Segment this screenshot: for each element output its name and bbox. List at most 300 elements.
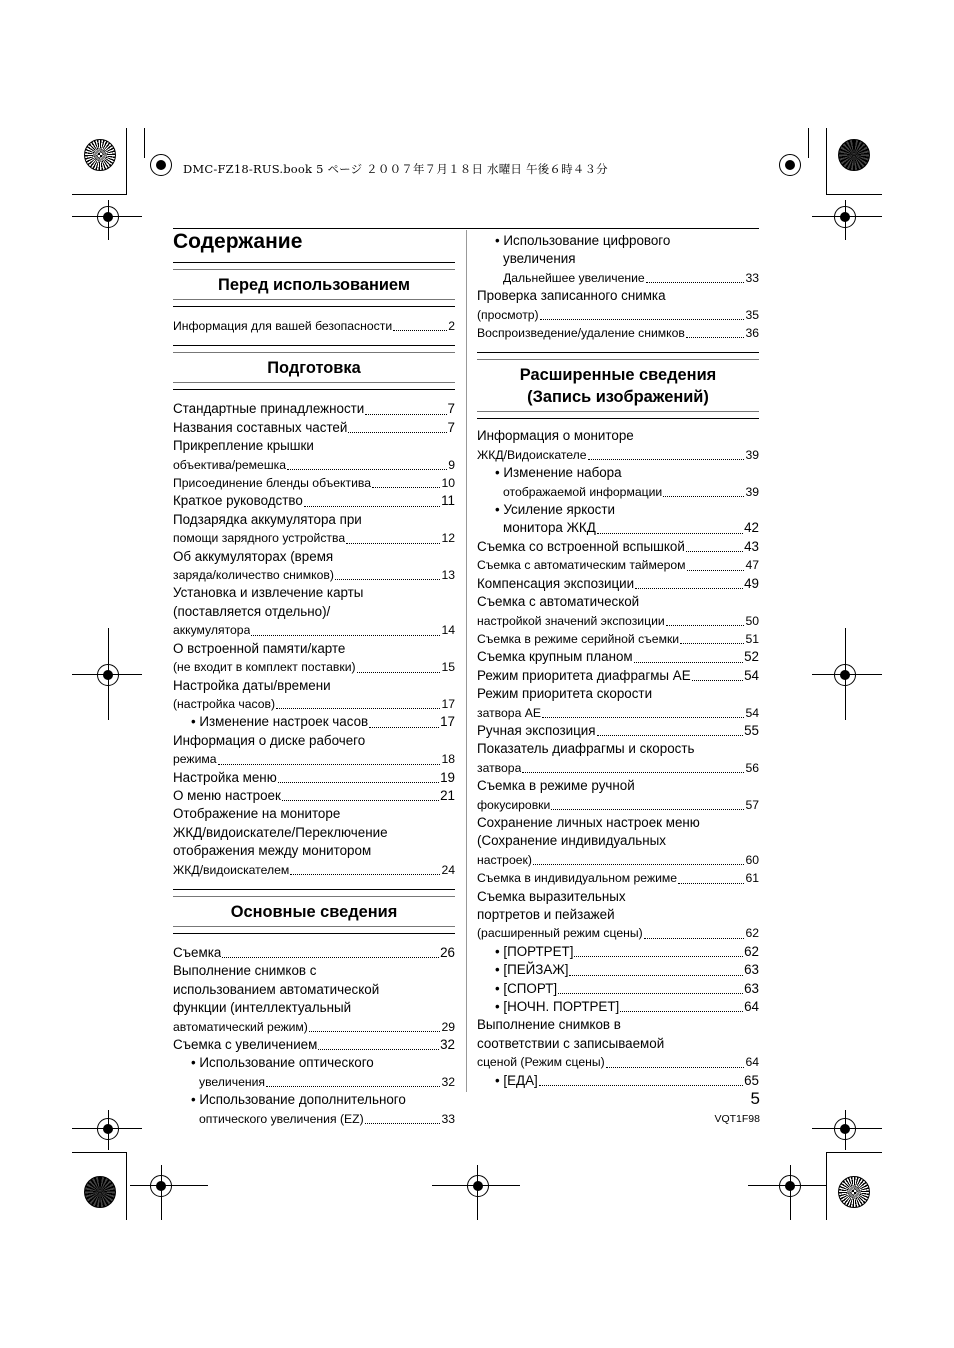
toc-leader-dots (282, 800, 439, 801)
toc-item-line: Сохранение личных настроек меню (477, 814, 700, 830)
toc-item-entry (477, 961, 759, 979)
toc-item-text: Съемка с автоматическим таймером (477, 558, 686, 573)
toc-item-line: Режим приоритета скорости (477, 686, 653, 702)
toc-item-entry (173, 713, 455, 731)
toc-page-number: 12 (441, 531, 455, 546)
toc-page-number: 55 (744, 722, 759, 738)
toc-leader-dots (348, 432, 446, 433)
toc-item-entry (173, 1073, 455, 1091)
toc-item-entry (477, 575, 759, 593)
toc-item-entry (477, 519, 759, 537)
section-heading (173, 262, 455, 307)
toc-item-line: Съемка выразительных (477, 888, 626, 904)
heading-rule-top (173, 262, 455, 270)
toc-item-text: Ручная экспозиция (477, 722, 596, 738)
toc-item-entry (477, 704, 759, 722)
toc-item-text: затвора (477, 760, 522, 775)
toc-item-line: Установка и извлечение карты (173, 585, 364, 601)
toc-item-text: помощи зарядного устройства (173, 531, 346, 546)
toc-item[interactable] (173, 1091, 455, 1128)
toc-item[interactable] (173, 640, 455, 677)
toc-leader-dots (692, 680, 743, 681)
toc-item-text: Съемка в индивидуальном режиме (477, 871, 678, 886)
toc-item-entry (477, 1072, 759, 1090)
toc-item[interactable] (477, 324, 759, 342)
toc-item[interactable] (173, 317, 455, 335)
toc-item-entry (173, 658, 455, 676)
toc-page-number: 50 (745, 613, 759, 628)
toc-item-text: отображаемой информации (503, 484, 663, 499)
toc-item-line: Выполнение снимков с (173, 963, 317, 979)
toc-item[interactable] (477, 943, 759, 961)
toc-page-number: 7 (447, 401, 455, 417)
toc-item[interactable] (173, 511, 455, 548)
toc-item[interactable] (173, 944, 455, 962)
toc-leader-dots (251, 635, 440, 636)
toc-item-line: • Использование оптического (173, 1054, 455, 1072)
section-heading-text (173, 897, 455, 926)
toc-item-text: Съемка в режиме серийной съемки (477, 631, 680, 646)
toc-item-entry (477, 324, 759, 342)
toc-item-text: Стандартные принадлежности (173, 401, 365, 417)
toc-item[interactable] (173, 1054, 455, 1091)
toc-item-entry (173, 695, 455, 713)
toc-page-number: 65 (744, 1072, 759, 1088)
toc-leader-dots (318, 1049, 439, 1050)
toc-item-entry (477, 924, 759, 942)
toc-item-line: О встроенной памяти/карте (173, 640, 346, 656)
toc-item-text: (не входит в комплект поставки) (173, 660, 356, 675)
toc-entries (477, 427, 759, 1090)
toc-leader-dots (646, 282, 745, 283)
toc-item-entry (477, 483, 759, 501)
toc-item-text: Съемка со встроенной вспышкой (477, 538, 685, 554)
toc-item-line: Съемка с автоматической (477, 594, 640, 610)
toc-leader-dots (678, 883, 744, 884)
toc-item-text: Съемка с увеличением (173, 1037, 318, 1052)
toc-item-line: Показатель диафрагмы и скорость (477, 741, 695, 757)
toc-item[interactable] (477, 556, 759, 574)
toc-leader-dots (588, 459, 745, 460)
toc-item-text: Краткое руководство (173, 493, 303, 509)
toc-page-number: 9 (448, 457, 455, 472)
toc-item-entry (477, 722, 759, 740)
toc-item-line: портретов и пейзажей (477, 907, 615, 922)
toc-item-entry (477, 556, 759, 574)
toc-leader-dots (551, 809, 744, 810)
toc-item[interactable] (173, 400, 455, 418)
column-divider (466, 230, 467, 1092)
toc-item-text: настройкой значений экспозиции (477, 613, 665, 628)
toc-item-line: • Использование цифрового (477, 232, 759, 250)
toc-item-line: • Использование дополнительного (173, 1091, 455, 1109)
toc-item-entry (173, 419, 455, 437)
document-code: VQT1F98 (714, 1113, 760, 1125)
page-title: Содержание (173, 230, 303, 253)
toc-leader-dots (278, 782, 439, 783)
toc-item[interactable] (477, 538, 759, 556)
toc-item-text: фокусировки (477, 797, 551, 812)
toc-item-entry (477, 667, 759, 685)
toc-item-text: затвора AE (477, 705, 541, 720)
toc-page-number: 62 (744, 943, 759, 959)
heading-rule-bottom (173, 926, 455, 934)
section-heading (173, 345, 455, 390)
toc-page-number: 61 (745, 871, 759, 886)
toc-item-entry (173, 1036, 455, 1054)
toc-leader-dots (365, 414, 446, 415)
toc-item-entry (173, 566, 455, 584)
toc-item-entry (477, 759, 759, 777)
toc-item-entry (173, 1018, 455, 1036)
toc-page-number: 43 (744, 538, 759, 554)
toc-leader-dots (686, 551, 743, 552)
section-heading-line: Расширенные сведения (519, 366, 717, 385)
toc-page-number: 54 (744, 667, 759, 683)
toc-page-number: 17 (441, 696, 455, 711)
toc-page-number: 24 (441, 862, 455, 877)
toc-page-number: 62 (745, 926, 759, 941)
toc-item[interactable] (173, 962, 455, 1036)
toc-item-line: Подзарядка аккумулятора при (173, 511, 362, 527)
section-heading-line: Основные сведения (230, 902, 398, 921)
toc-leader-dots (365, 1123, 441, 1124)
section-heading-text (173, 270, 455, 299)
toc-item-entry (173, 944, 455, 962)
toc-entries (477, 232, 759, 342)
toc-leader-dots (597, 735, 744, 736)
toc-item-text: (расширенный режим сцены) (477, 926, 643, 941)
toc-item-entry (477, 869, 759, 887)
toc-item-text: • [ПЕЙЗАЖ] (495, 962, 569, 978)
toc-item[interactable] (173, 677, 455, 714)
toc-leader-dots (634, 662, 743, 663)
toc-entries (173, 400, 455, 879)
toc-item-text: режима (173, 752, 217, 767)
heading-rule-bottom (173, 382, 455, 390)
toc-page-number: 29 (441, 1019, 455, 1034)
toc-item-entry (477, 998, 759, 1016)
toc-item-text: Воспроизведение/удаление снимков (477, 326, 685, 341)
toc-item-text: Названия составных частей (173, 419, 348, 435)
toc-page-number: 60 (745, 852, 759, 867)
toc-leader-dots (222, 957, 439, 958)
toc-item[interactable] (477, 814, 759, 869)
toc-item[interactable] (173, 492, 455, 510)
toc-item-text: Съемка (173, 944, 222, 960)
toc-item-text: • [НОЧН. ПОРТРЕТ] (495, 999, 620, 1015)
toc-page-number: 10 (441, 476, 455, 491)
toc-page-number: 51 (745, 631, 759, 646)
toc-leader-dots (644, 938, 745, 939)
toc-leader-dots (663, 496, 744, 497)
toc-item-line: Выполнение снимков в (477, 1017, 621, 1033)
toc-item-entry (477, 980, 759, 998)
toc-page-number: 32 (440, 1037, 455, 1052)
toc-item-line: Об аккумуляторах (время (173, 548, 334, 564)
toc-page-number: 49 (744, 575, 759, 591)
page-number: 5 (750, 1089, 760, 1108)
toc-item[interactable] (477, 980, 759, 998)
toc-item[interactable] (477, 740, 759, 777)
toc-item-entry (173, 474, 455, 492)
toc-page-number: 63 (744, 962, 759, 978)
toc-page-number: 19 (440, 769, 455, 785)
toc-page-number: 57 (745, 797, 759, 812)
toc-page-number: 64 (744, 999, 759, 1015)
toc-item-text: Компенсация экспозиции (477, 575, 635, 591)
toc-page-number: 18 (441, 752, 455, 767)
toc-item-entry (173, 529, 455, 547)
toc-item[interactable] (477, 1016, 759, 1071)
toc-item[interactable] (173, 1036, 455, 1054)
toc-leader-dots (369, 727, 439, 728)
toc-item-line: Настройка даты/времени (173, 677, 331, 693)
toc-item-text: О меню настроек (173, 787, 281, 803)
heading-rule-bottom (477, 411, 759, 419)
toc-leader-dots (357, 672, 441, 673)
toc-item[interactable] (477, 427, 759, 464)
section-heading-line: (Запись изображений) (527, 388, 709, 407)
toc-item-entry (173, 861, 455, 879)
toc-item-text: Информация для вашей безопасности (173, 319, 393, 333)
toc-item-entry (173, 750, 455, 768)
toc-leader-dots (335, 579, 441, 580)
toc-page-number: 2 (448, 319, 455, 333)
toc-item-text: (настройка часов) (173, 696, 276, 711)
toc-item-text: Присоединение бленды объектива (173, 476, 372, 491)
toc-page-number: 39 (745, 484, 759, 499)
toc-item-entry (477, 269, 759, 287)
toc-item-text: ЖКД/видоискателем (173, 862, 290, 877)
toc-page-number: 13 (441, 568, 455, 583)
toc-item-line: (поставляется отдельно)/ (173, 603, 331, 619)
toc-item[interactable] (173, 769, 455, 787)
toc-leader-dots (346, 543, 440, 544)
toc-item-line: функции (интеллектуальный (173, 1000, 352, 1016)
toc-item[interactable] (173, 787, 455, 805)
toc-item-text: Съемка крупным планом (477, 649, 633, 665)
toc-page-number: 56 (745, 760, 759, 775)
toc-leader-dots (290, 874, 440, 875)
toc-item[interactable] (477, 685, 759, 722)
toc-item-text: заряда/количество снимков) (173, 568, 334, 583)
toc-page-number: 21 (440, 787, 455, 803)
toc-item[interactable] (173, 732, 455, 769)
section-heading-line: Перед использованием (218, 276, 410, 294)
toc-item[interactable] (477, 575, 759, 593)
toc-item-line: • Усиление яркости (477, 501, 759, 519)
toc-leader-dots (372, 487, 440, 488)
toc-item[interactable] (477, 667, 759, 685)
toc-leader-dots (309, 1031, 441, 1032)
toc-item-entry (173, 317, 455, 335)
toc-leader-dots (569, 975, 743, 976)
toc-page-number: 36 (745, 326, 759, 341)
toc-page-number: 32 (441, 1074, 455, 1089)
toc-page-number: 26 (440, 944, 455, 960)
toc-item[interactable] (477, 232, 759, 287)
toc-leader-dots (597, 533, 743, 534)
toc-item[interactable] (477, 464, 759, 501)
toc-page-number: 35 (745, 307, 759, 322)
toc-leader-dots (606, 1067, 745, 1068)
toc-item-text: (просмотр) (477, 307, 539, 322)
toc-item[interactable] (477, 722, 759, 740)
toc-page-number: 14 (441, 623, 455, 638)
heading-rule-top (477, 352, 759, 360)
toc-item-text: • Изменение настроек часов (191, 714, 369, 730)
title-rule (173, 228, 759, 229)
toc-item[interactable] (477, 287, 759, 324)
toc-item[interactable] (173, 713, 455, 731)
toc-item-line: (Сохранение индивидуальных (477, 833, 666, 849)
toc-item-entry (477, 612, 759, 630)
toc-page-number: 7 (447, 419, 455, 435)
toc-item-text: • [СПОРТ] (495, 980, 558, 996)
toc-leader-dots (287, 469, 447, 470)
toc-leader-dots (266, 1086, 440, 1087)
toc-entries (173, 944, 455, 1128)
toc-item-line: Прикрепление крышки (173, 438, 314, 454)
toc-leader-dots (533, 864, 745, 865)
toc-item[interactable] (477, 1072, 759, 1090)
toc-item-entry (477, 648, 759, 666)
toc-item-line: соответствии с записываемой (477, 1035, 665, 1051)
heading-rule-top (173, 889, 455, 897)
section-heading-text (173, 353, 455, 382)
toc-page-number: 39 (745, 447, 759, 462)
toc-item-line: использованием автоматической (173, 981, 380, 997)
toc-item-entry (477, 851, 759, 869)
toc-item-text: объектива/ремешка (173, 457, 286, 472)
toc-item-entry (477, 1053, 759, 1071)
toc-item-text: автоматический режим) (173, 1019, 308, 1034)
toc-item-text: оптического увеличения (EZ) (199, 1111, 364, 1126)
toc-item-line: Информация о диске рабочего (173, 732, 366, 748)
toc-item-line: Отображение на мониторе (173, 806, 341, 822)
section-heading (173, 889, 455, 934)
toc-item-text: • [ЕДА] (495, 1072, 538, 1088)
toc-item-line: • Изменение набора (477, 464, 759, 482)
toc-item-text: • [ПОРТРЕТ] (495, 943, 574, 959)
toc-item[interactable] (173, 419, 455, 437)
toc-item[interactable] (477, 648, 759, 666)
toc-item-entry (477, 630, 759, 648)
toc-leader-dots (539, 1085, 743, 1086)
toc-item-entry (173, 621, 455, 639)
section-heading-text (477, 360, 759, 411)
toc-item-entry (173, 456, 455, 474)
toc-leader-dots (680, 643, 744, 644)
toc-item-entry (477, 446, 759, 464)
toc-item-text: увеличения (199, 1074, 265, 1089)
toc-item[interactable] (477, 888, 759, 943)
toc-page-number: 63 (744, 980, 759, 996)
toc-leader-dots (686, 337, 745, 338)
section-heading (477, 352, 759, 419)
toc-page-number: 11 (441, 493, 455, 509)
toc-page-number: 54 (745, 705, 759, 720)
toc-page-number: 64 (745, 1055, 759, 1070)
toc-item[interactable] (477, 961, 759, 979)
toc-item-line: Информация о мониторе (477, 428, 634, 444)
toc-item-line: ЖКД/видоискателе/Переключение (173, 824, 388, 840)
toc-item-entry (173, 400, 455, 418)
toc-item-entry (477, 796, 759, 814)
toc-item[interactable] (477, 998, 759, 1016)
toc-item-text: сценой (Режим сцены) (477, 1055, 605, 1070)
toc-item-text: Дальнейшее увеличение (503, 270, 645, 285)
toc-item[interactable] (173, 437, 455, 474)
toc-leader-dots (635, 588, 743, 589)
toc-leader-dots (393, 330, 447, 331)
toc-page-number: 33 (745, 270, 759, 285)
toc-leader-dots (542, 717, 744, 718)
toc-item[interactable] (477, 501, 759, 538)
toc-item-text: Настройка меню (173, 769, 277, 785)
toc-item-entry (173, 1110, 455, 1128)
section-heading-line: Подготовка (267, 359, 361, 378)
toc-leader-dots (540, 319, 745, 320)
toc-item-line: Проверка записанного снимка (477, 288, 666, 304)
toc-item-entry (173, 492, 455, 510)
toc-item-line: отображения между монитором (173, 843, 372, 859)
toc-item-entry (173, 787, 455, 805)
heading-rule-bottom (173, 299, 455, 307)
toc-page-number: 52 (744, 649, 759, 665)
toc-item[interactable] (173, 805, 455, 879)
left-column (173, 262, 455, 1128)
toc-item-entry (477, 538, 759, 556)
toc-item[interactable] (173, 548, 455, 585)
toc-item-line: Съемка в режиме ручной (477, 778, 635, 794)
toc-page-number: 33 (441, 1111, 455, 1126)
print-header: DMC-FZ18-RUS.book 5 ページ ２００７年７月１８日 水曜日 午後６時４３分 (183, 162, 608, 176)
toc-item-line: увеличения (503, 251, 576, 267)
toc-item[interactable] (173, 474, 455, 492)
toc-item[interactable] (173, 584, 455, 639)
toc-leader-dots (666, 625, 745, 626)
toc-item-text: Режим приоритета диафрагмы AE (477, 667, 691, 683)
toc-leader-dots (620, 1011, 743, 1012)
right-column (477, 232, 759, 1090)
toc-entries (173, 317, 455, 335)
toc-page-number: 47 (745, 558, 759, 573)
toc-leader-dots (522, 772, 744, 773)
toc-leader-dots (218, 764, 441, 765)
toc-item-entry (477, 943, 759, 961)
heading-rule-top (173, 345, 455, 353)
toc-leader-dots (558, 993, 743, 994)
toc-leader-dots (574, 956, 743, 957)
toc-page-number: 42 (744, 520, 759, 536)
toc-item-text: монитора ЖКД (503, 520, 596, 536)
toc-item[interactable] (477, 630, 759, 648)
toc-page-number: 17 (440, 714, 455, 730)
toc-leader-dots (304, 506, 440, 507)
toc-item[interactable] (477, 593, 759, 630)
toc-item-entry (173, 769, 455, 787)
toc-item-entry (477, 306, 759, 324)
toc-item[interactable] (477, 777, 759, 814)
toc-leader-dots (276, 708, 440, 709)
toc-leader-dots (687, 570, 745, 571)
toc-item-text: настроек) (477, 852, 532, 867)
toc-item[interactable] (477, 869, 759, 887)
toc-item-text: ЖКД/Видоискателе (477, 447, 587, 462)
toc-item-text: аккумулятора (173, 623, 251, 638)
